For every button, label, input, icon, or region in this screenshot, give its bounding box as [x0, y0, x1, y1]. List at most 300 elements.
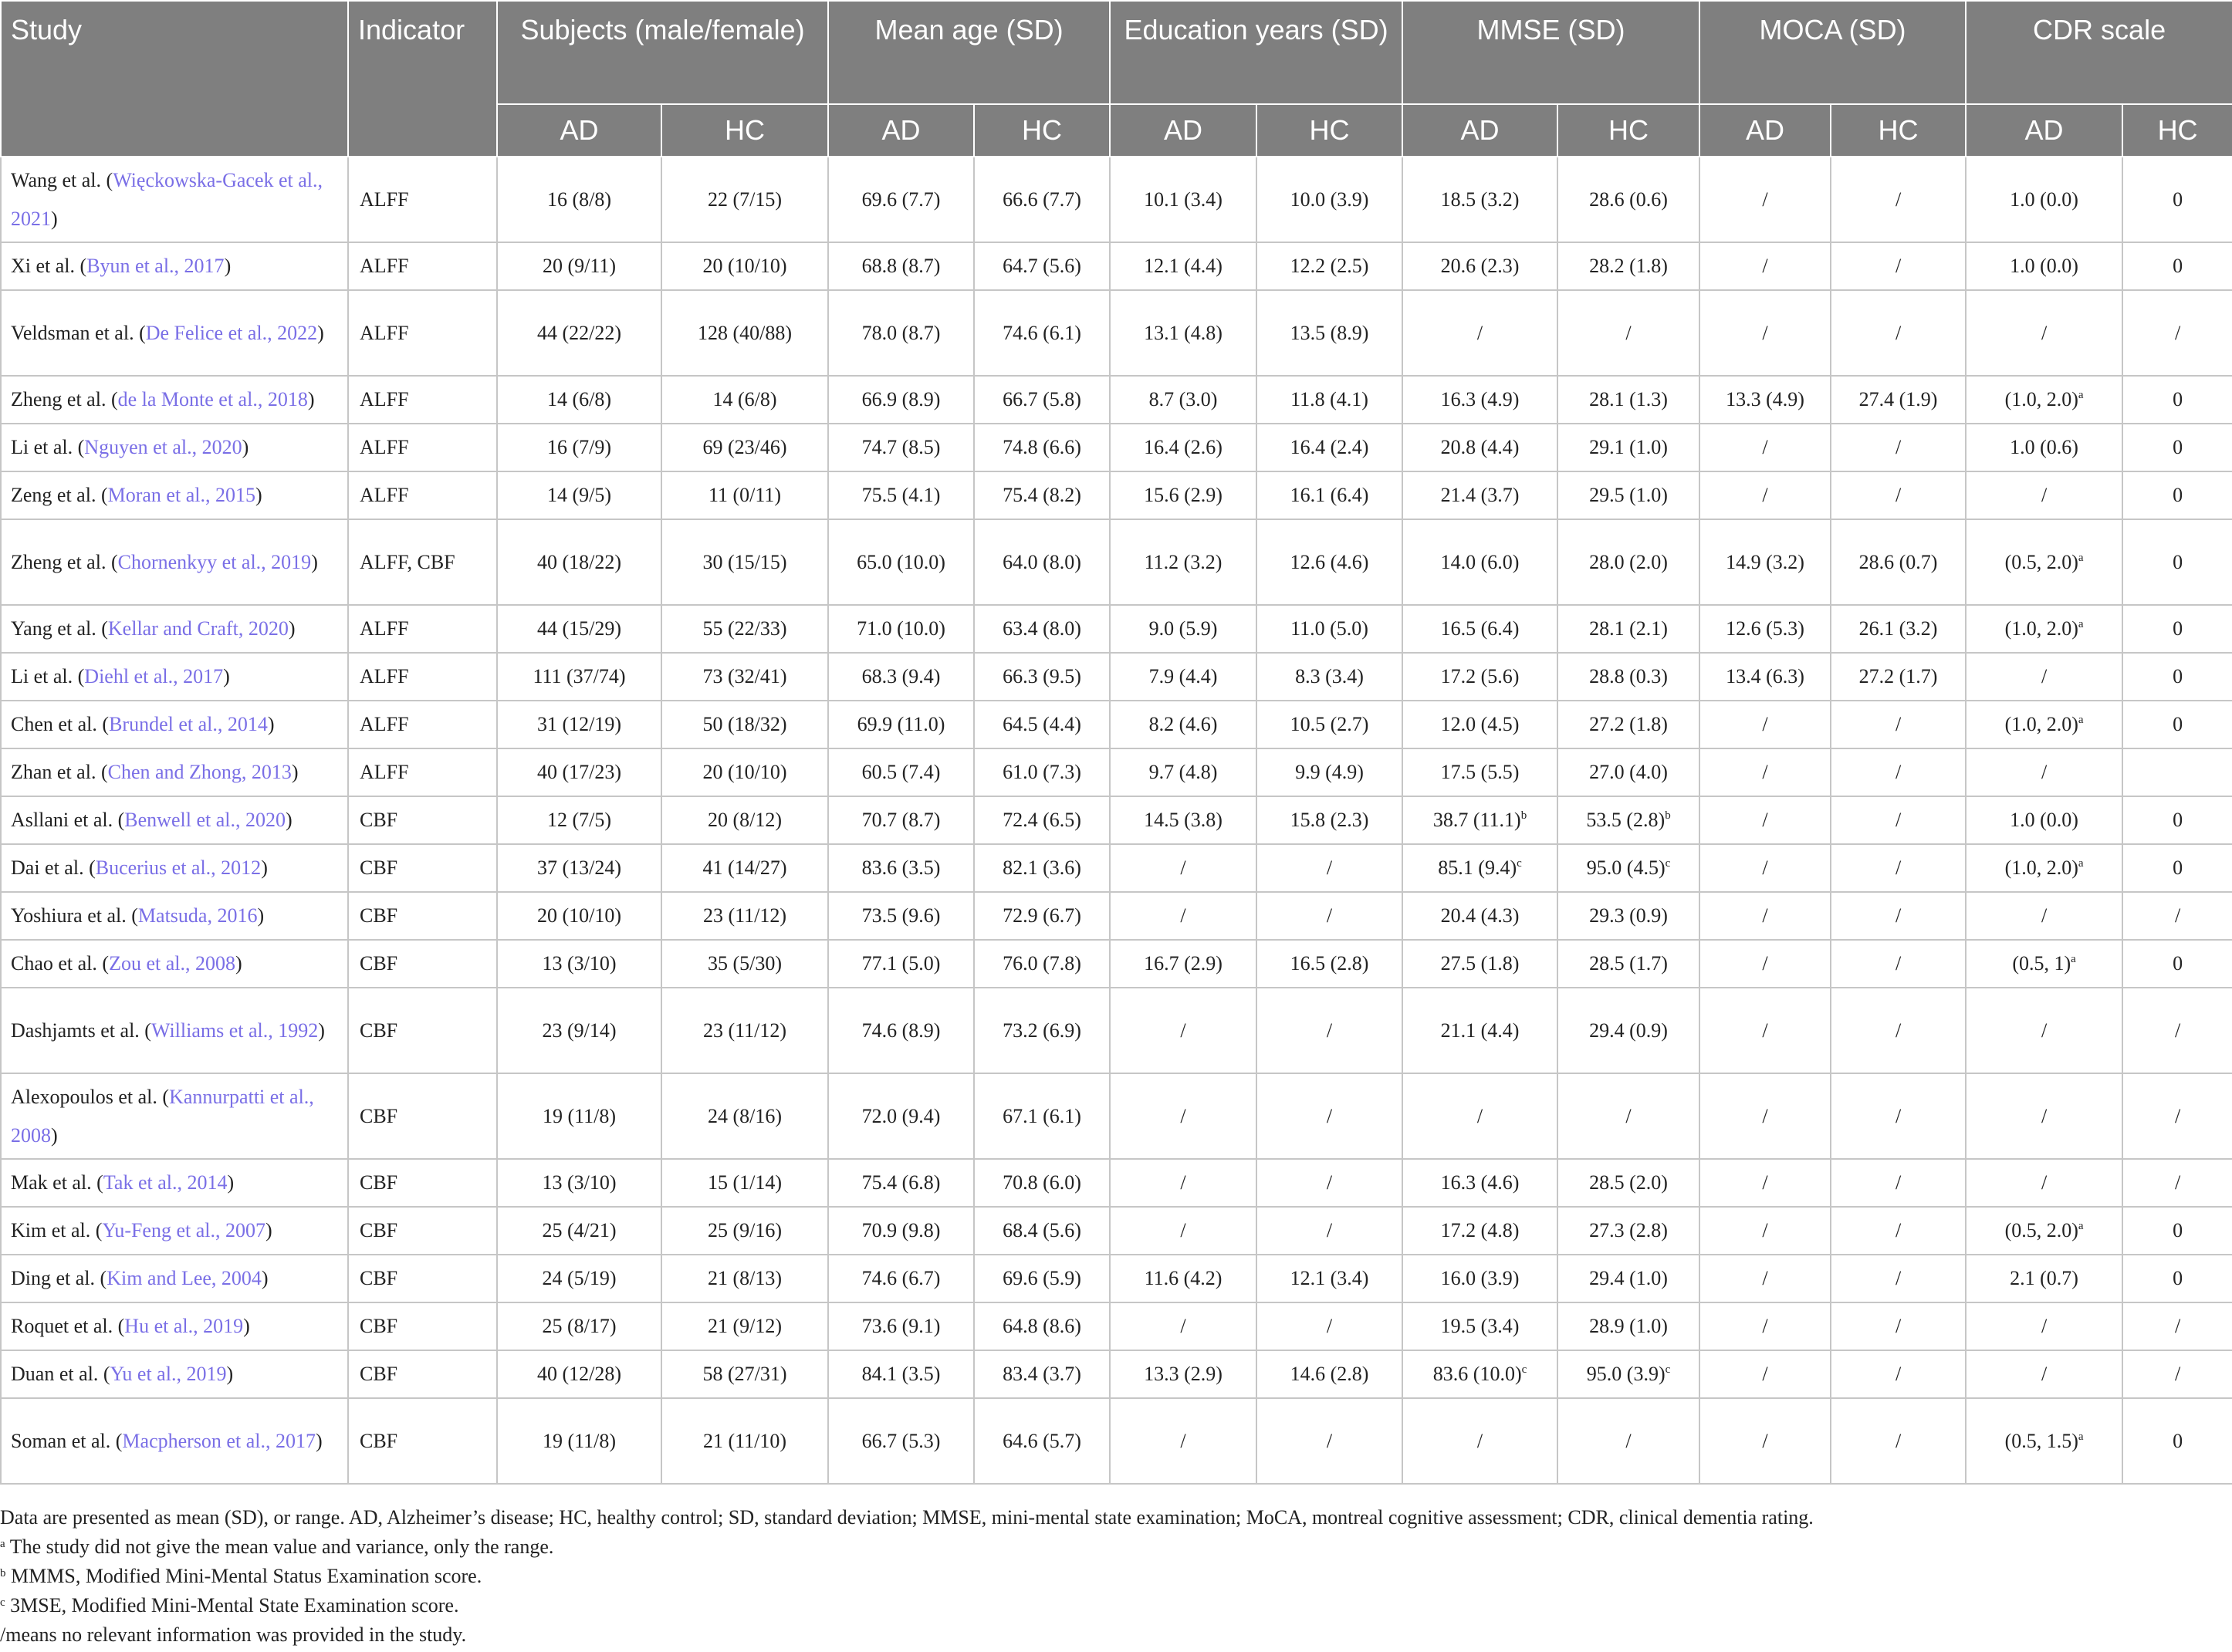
footnote-b-text: MMMS, Modified Mini-Mental Status Examination score.: [5, 1565, 482, 1587]
footnote-b: [0, 1562, 2232, 1591]
footnote-marker: c: [1665, 857, 1671, 870]
cell-indicator: CBF: [348, 1350, 497, 1398]
subheader-hc: HC: [1557, 104, 1699, 157]
cell-indicator: ALFF: [348, 242, 497, 290]
cell-subjects-hc: [661, 1350, 828, 1398]
footnote-marker: c: [1521, 1363, 1527, 1376]
cell-cdr-hc: [2122, 290, 2232, 376]
citation-link[interactable]: Zou et al., 2008: [109, 952, 235, 975]
cell-mmse-ad: [1402, 796, 1557, 844]
cell-moca-ad: [1699, 376, 1831, 424]
cell-value: 28.9 (1.0): [1589, 1315, 1668, 1337]
cell-value: /: [1180, 856, 1186, 879]
cell-age-hc: [974, 1398, 1110, 1484]
cell-study: [1, 376, 348, 424]
cell-value: 16 (7/9): [546, 436, 612, 458]
cell-value: 20.8 (4.4): [1440, 436, 1520, 458]
cell-subjects-ad: [497, 988, 661, 1073]
cell-age-hc: [974, 796, 1110, 844]
cell-value: 27.3 (2.8): [1589, 1219, 1668, 1242]
cell-value: 17.2 (4.8): [1440, 1219, 1520, 1242]
cell-value: 84.1 (3.5): [861, 1363, 941, 1385]
cell-indicator: ALFF: [348, 701, 497, 748]
cell-value: 0: [2173, 952, 2183, 975]
cell-cdr-ad: [1966, 653, 2122, 701]
cell-value: 11.2 (3.2): [1144, 550, 1223, 573]
cell-subjects-ad: [497, 605, 661, 653]
cell-cdr-ad: [1966, 1302, 2122, 1350]
cell-mmse-ad: [1402, 376, 1557, 424]
cell-value: 0: [2173, 713, 2183, 735]
citation-link[interactable]: Williams et al., 1992: [150, 1019, 319, 1042]
cell-mmse-hc: [1557, 157, 1699, 242]
cell-subjects-ad: [497, 242, 661, 290]
cell-cdr-hc: [2122, 605, 2232, 653]
cell-value: 70.8 (6.0): [1003, 1171, 1081, 1194]
cell-value: 25 (9/16): [707, 1219, 783, 1242]
cell-age-hc: [974, 844, 1110, 892]
cell-value: 27.2 (1.7): [1858, 665, 1938, 687]
cell-value: 69 (23/46): [702, 436, 787, 458]
cell-value: 7.9 (4.4): [1148, 665, 1218, 687]
cell-value: /: [1895, 436, 1902, 458]
cell-value: 21 (8/13): [707, 1267, 783, 1289]
cell-indicator: CBF: [348, 1255, 497, 1302]
cell-value: /: [1762, 187, 1768, 211]
cell-value: 16 (8/8): [546, 187, 612, 211]
cell-mmse-hc: [1557, 1350, 1699, 1398]
cell-mmse-ad: [1402, 1255, 1557, 1302]
cell-value: 40 (12/28): [536, 1363, 622, 1385]
cell-value: /: [2041, 484, 2048, 506]
cell-value: /: [1762, 321, 1768, 344]
cell-value: /: [1762, 856, 1768, 879]
cell-cdr-hc: [2122, 242, 2232, 290]
cell-value: 30 (15/15): [702, 550, 787, 573]
cell-mmse-ad: [1402, 471, 1557, 519]
cell-cdr-hc: [2122, 1207, 2232, 1255]
cell-age-ad: [828, 519, 974, 605]
cell-mmse-ad: [1402, 653, 1557, 701]
cell-education-ad: [1110, 376, 1256, 424]
cell-cdr-ad: [1966, 844, 2122, 892]
cell-value: 50 (18/32): [702, 713, 787, 735]
cell-value: /: [1895, 713, 1902, 735]
cell-education-ad: [1110, 1073, 1256, 1159]
citation-link[interactable]: de la Monte et al., 2018: [117, 388, 308, 410]
cell-subjects-hc: [661, 844, 828, 892]
cell-value: /: [1625, 1429, 1632, 1452]
cell-value: /: [1895, 1429, 1902, 1452]
footnote-marker: a: [2078, 1220, 2084, 1232]
cell-age-hc: [974, 157, 1110, 242]
cell-education-hc: [1256, 844, 1402, 892]
study-author-close: ): [288, 617, 296, 640]
cell-value: 10.5 (2.7): [1290, 713, 1369, 735]
citation-link[interactable]: Brundel et al., 2014: [109, 713, 268, 735]
cell-subjects-ad: [497, 1207, 661, 1255]
cell-education-ad: [1110, 844, 1256, 892]
cell-moca-ad: [1699, 242, 1831, 290]
cell-value: 63.4 (8.0): [1003, 617, 1081, 640]
footnote-marker: a: [2078, 857, 2084, 870]
cell-indicator: ALFF, CBF: [348, 519, 497, 605]
study-author-close: ): [255, 484, 262, 506]
cell-moca-hc: [1831, 290, 1966, 376]
cell-age-hc: [974, 892, 1110, 940]
cell-education-ad: [1110, 290, 1256, 376]
citation-link[interactable]: Chornenkyy et al., 2019: [117, 550, 312, 573]
cell-age-hc: [974, 940, 1110, 988]
cell-age-hc: [974, 242, 1110, 290]
cell-cdr-hc: [2122, 157, 2232, 242]
cell-moca-ad: [1699, 605, 1831, 653]
cell-value: 28.5 (2.0): [1589, 1171, 1668, 1194]
study-author: Dai et al. (: [11, 856, 96, 879]
cell-education-ad: [1110, 1398, 1256, 1484]
cell-study: [1, 1302, 348, 1350]
cell-study: [1, 988, 348, 1073]
cell-subjects-ad: [497, 424, 661, 471]
cell-subjects-ad: [497, 892, 661, 940]
cell-value: 83.6 (10.0): [1432, 1363, 1522, 1385]
cell-value: 37 (13/24): [536, 856, 622, 879]
cell-education-ad: [1110, 157, 1256, 242]
cell-cdr-hc: [2122, 519, 2232, 605]
cell-value: 11.6 (4.2): [1144, 1267, 1223, 1289]
cell-value: /: [1895, 1019, 1902, 1042]
cell-value: 16.5 (2.8): [1290, 952, 1369, 975]
cell-value: 69.6 (5.9): [1003, 1267, 1081, 1289]
cell-mmse-hc: [1557, 748, 1699, 796]
cell-value: 66.9 (8.9): [861, 388, 941, 410]
cell-age-hc: [974, 1350, 1110, 1398]
cell-age-ad: [828, 1350, 974, 1398]
cell-age-ad: [828, 1073, 974, 1159]
cell-moca-hc: [1831, 376, 1966, 424]
cell-value: 29.4 (0.9): [1589, 1019, 1668, 1042]
cell-education-ad: [1110, 892, 1256, 940]
cell-value: 21.4 (3.7): [1440, 484, 1520, 506]
cell-education-hc: [1256, 424, 1402, 471]
citation-link[interactable]: Macpherson et al., 2017: [122, 1429, 316, 1452]
cell-value: /: [1326, 1429, 1333, 1452]
cell-mmse-ad: [1402, 1350, 1557, 1398]
cell-value: 2.1 (0.7): [2010, 1267, 2078, 1289]
footnote-marker: a: [2078, 389, 2084, 401]
cell-value: 29.1 (1.0): [1589, 436, 1668, 458]
cell-value: 20 (10/10): [536, 904, 622, 927]
cell-value: 66.7 (5.3): [861, 1429, 941, 1452]
cell-value: 27.2 (1.8): [1589, 713, 1668, 735]
cell-subjects-hc: [661, 290, 828, 376]
cell-moca-hc: [1831, 940, 1966, 988]
cell-value: 66.6 (7.7): [1003, 187, 1081, 211]
study-author: Asllani et al. (: [11, 809, 125, 831]
cell-value: 16.5 (6.4): [1440, 617, 1520, 640]
cell-mmse-ad: [1402, 1398, 1557, 1484]
cell-education-ad: [1110, 1302, 1256, 1350]
cell-value: 1.0 (0.0): [2010, 255, 2078, 277]
citation-link[interactable]: Hu et al., 2019: [124, 1315, 244, 1337]
cell-value: /: [1762, 1363, 1768, 1385]
cell-value: /: [1180, 1219, 1186, 1242]
cell-value: 69.6 (7.7): [861, 187, 941, 211]
footnote-marker: a: [2078, 1430, 2084, 1443]
cell-moca-ad: [1699, 1350, 1831, 1398]
cell-subjects-ad: [497, 701, 661, 748]
cell-value: 67.1 (6.1): [1003, 1104, 1081, 1127]
table-row: [1, 1159, 2232, 1207]
cell-value: 20 (10/10): [702, 761, 787, 783]
cell-value: 16.4 (2.4): [1290, 436, 1369, 458]
cell-value: /: [1476, 321, 1483, 344]
cell-indicator: ALFF: [348, 290, 497, 376]
cell-age-hc: [974, 424, 1110, 471]
cell-cdr-ad: [1966, 290, 2122, 376]
cell-education-ad: [1110, 988, 1256, 1073]
cell-value: /: [2041, 1019, 2048, 1042]
cell-education-hc: [1256, 1073, 1402, 1159]
cell-moca-ad: [1699, 844, 1831, 892]
cell-value: 41 (14/27): [702, 856, 787, 879]
cell-moca-ad: [1699, 796, 1831, 844]
citation-link[interactable]: Chen and Zhong, 2013: [107, 761, 292, 783]
cell-cdr-ad: [1966, 242, 2122, 290]
cell-mmse-hc: [1557, 519, 1699, 605]
study-author-close: ): [317, 321, 324, 344]
cell-value: 40 (17/23): [536, 761, 622, 783]
cell-mmse-ad: [1402, 701, 1557, 748]
citation-link[interactable]: Więckowska-Gacek et al., 2021: [11, 168, 323, 230]
cell-mmse-hc: [1557, 701, 1699, 748]
cell-indicator: ALFF: [348, 376, 497, 424]
citation-link[interactable]: Kannurpatti et al., 2008: [11, 1085, 314, 1147]
citation-link[interactable]: Benwell et al., 2020: [124, 809, 286, 831]
study-author-close: ): [243, 1315, 250, 1337]
cell-subjects-hc: [661, 157, 828, 242]
cell-education-ad: [1110, 653, 1256, 701]
cell-education-hc: [1256, 1302, 1402, 1350]
study-author-close: ): [223, 665, 230, 687]
cell-age-ad: [828, 424, 974, 471]
cell-subjects-ad: [497, 1398, 661, 1484]
cell-value: 76.0 (7.8): [1003, 952, 1081, 975]
subheader-ad: AD: [1402, 104, 1557, 157]
header-mmse: MMSE (SD): [1402, 1, 1699, 104]
cell-moca-hc: [1831, 1159, 1966, 1207]
cell-education-ad: [1110, 1255, 1256, 1302]
cell-value: 15.6 (2.9): [1144, 484, 1223, 506]
cell-value: 28.2 (1.8): [1589, 255, 1668, 277]
cell-mmse-ad: [1402, 519, 1557, 605]
cell-study: [1, 1159, 348, 1207]
cell-value: 95.0 (3.9): [1586, 1363, 1666, 1385]
cell-value: 29.5 (1.0): [1589, 484, 1668, 506]
cell-value: 28.6 (0.6): [1589, 187, 1668, 211]
cell-value: 27.5 (1.8): [1440, 952, 1520, 975]
cell-value: /: [1180, 904, 1186, 927]
cell-cdr-ad: [1966, 605, 2122, 653]
cell-indicator: CBF: [348, 1159, 497, 1207]
cell-age-ad: [828, 290, 974, 376]
study-author: Li et al. (: [11, 665, 85, 687]
header-mean-age: Mean age (SD): [828, 1, 1110, 104]
cell-study: [1, 519, 348, 605]
citation-link[interactable]: Nguyen et al., 2020: [84, 436, 242, 458]
subheader-hc: HC: [1831, 104, 1966, 157]
study-author: Alexopoulos et al. (: [11, 1085, 170, 1108]
cell-age-ad: [828, 796, 974, 844]
cell-subjects-ad: [497, 1350, 661, 1398]
cell-indicator: CBF: [348, 892, 497, 940]
study-author-close: ): [51, 207, 58, 230]
cell-value: /: [1180, 1171, 1186, 1194]
cell-moca-ad: [1699, 892, 1831, 940]
cell-moca-ad: [1699, 1159, 1831, 1207]
cell-value: 13.3 (4.9): [1726, 388, 1804, 410]
cell-cdr-ad: [1966, 748, 2122, 796]
cell-subjects-hc: [661, 1207, 828, 1255]
cell-age-hc: [974, 1302, 1110, 1350]
citation-link[interactable]: Bucerius et al., 2012: [95, 856, 262, 879]
cell-value: (0.5, 1.5): [2004, 1429, 2078, 1452]
study-author-close: ): [226, 1363, 234, 1385]
cell-education-hc: [1256, 519, 1402, 605]
cell-cdr-ad: [1966, 1255, 2122, 1302]
cell-age-hc: [974, 376, 1110, 424]
cell-subjects-hc: [661, 1073, 828, 1159]
cell-subjects-hc: [661, 424, 828, 471]
cell-value: /: [1762, 1171, 1768, 1194]
cell-mmse-hc: [1557, 424, 1699, 471]
cell-value: 0: [2173, 484, 2183, 506]
citation-link[interactable]: Yu-Feng et al., 2007: [102, 1219, 266, 1242]
cell-value: /: [1326, 856, 1333, 879]
cell-value: /: [1895, 952, 1902, 975]
citation-link[interactable]: Diehl et al., 2017: [84, 665, 224, 687]
cell-value: /: [1326, 1104, 1333, 1127]
cell-age-ad: [828, 1159, 974, 1207]
cell-value: 14 (9/5): [546, 484, 612, 506]
citation-link[interactable]: Yu et al., 2019: [110, 1363, 227, 1385]
citation-link[interactable]: Moran et al., 2015: [107, 484, 255, 506]
study-author: Chao et al. (: [11, 952, 110, 975]
cell-value: 60.5 (7.4): [861, 761, 941, 783]
cell-value: 74.6 (8.9): [861, 1019, 941, 1042]
cell-cdr-ad: [1966, 519, 2122, 605]
cell-mmse-hc: [1557, 471, 1699, 519]
cell-value: 64.0 (8.0): [1003, 550, 1081, 573]
header-education: Education years (SD): [1110, 1, 1402, 104]
header-moca: MOCA (SD): [1699, 1, 1966, 104]
cell-age-hc: [974, 1159, 1110, 1207]
cell-subjects-ad: [497, 519, 661, 605]
cell-age-hc: [974, 653, 1110, 701]
cell-education-ad: [1110, 471, 1256, 519]
cell-value: 71.0 (10.0): [857, 617, 945, 640]
cell-value: /: [1895, 809, 1902, 831]
cell-cdr-hc: [2122, 1350, 2232, 1398]
subheader-hc: HC: [2122, 104, 2232, 157]
cell-cdr-hc: [2122, 376, 2232, 424]
cell-value: /: [2174, 1171, 2181, 1194]
cell-study: [1, 1073, 348, 1159]
cell-value: 0: [2173, 809, 2183, 831]
cell-subjects-hc: [661, 471, 828, 519]
cell-moca-hc: [1831, 1398, 1966, 1484]
cell-subjects-hc: [661, 605, 828, 653]
cell-mmse-hc: [1557, 844, 1699, 892]
cell-value: 12 (7/5): [546, 809, 612, 831]
citation-link[interactable]: Kellar and Craft, 2020: [107, 617, 289, 640]
cell-value: 0: [2173, 617, 2183, 640]
cell-study: [1, 796, 348, 844]
cell-value: 83.4 (3.7): [1003, 1363, 1081, 1385]
cell-value: /: [1895, 187, 1902, 211]
cell-value: 11 (0/11): [708, 484, 782, 506]
cell-value: 23 (9/14): [542, 1019, 617, 1042]
cell-study: [1, 471, 348, 519]
cell-value: /: [1895, 856, 1902, 879]
citation-link[interactable]: Tak et al., 2014: [103, 1171, 228, 1194]
cell-moca-ad: [1699, 1302, 1831, 1350]
cell-cdr-ad: [1966, 376, 2122, 424]
cell-education-hc: [1256, 157, 1402, 242]
cell-subjects-ad: [497, 290, 661, 376]
cell-education-hc: [1256, 1159, 1402, 1207]
citation-link[interactable]: Kim and Lee, 2004: [107, 1267, 262, 1289]
cell-indicator: ALFF: [348, 748, 497, 796]
table-body: [1, 157, 2232, 1484]
cell-value: /: [1762, 484, 1768, 506]
cell-value: 28.1 (1.3): [1589, 388, 1668, 410]
citation-link[interactable]: Byun et al., 2017: [86, 255, 225, 277]
cell-moca-hc: [1831, 748, 1966, 796]
cell-education-ad: [1110, 796, 1256, 844]
footnote-c: [0, 1591, 2232, 1620]
cell-value: 21 (11/10): [702, 1429, 787, 1452]
study-author: Zheng et al. (: [11, 550, 118, 573]
cell-value: 74.6 (6.1): [1003, 321, 1081, 344]
cell-value: /: [1326, 904, 1333, 927]
cell-cdr-ad: [1966, 471, 2122, 519]
cell-value: /: [1762, 1429, 1768, 1452]
cell-subjects-ad: [497, 796, 661, 844]
footnote-marker: a: [2078, 551, 2084, 564]
cell-mmse-hc: [1557, 242, 1699, 290]
cell-education-hc: [1256, 701, 1402, 748]
cell-value: 13.3 (2.9): [1144, 1363, 1223, 1385]
cell-subjects-ad: [497, 1159, 661, 1207]
cell-cdr-hc: [2122, 1159, 2232, 1207]
cell-moca-ad: [1699, 1255, 1831, 1302]
footnote-marker: a: [2078, 714, 2084, 726]
cell-subjects-hc: [661, 748, 828, 796]
cell-value: 44 (22/22): [536, 321, 622, 344]
cell-value: 13 (3/10): [542, 952, 617, 975]
cell-value: 24 (5/19): [542, 1267, 617, 1289]
citation-link[interactable]: De Felice et al., 2022: [145, 321, 318, 344]
cell-value: 16.7 (2.9): [1144, 952, 1223, 975]
citation-link[interactable]: Matsuda, 2016: [137, 904, 258, 927]
cell-value: 25 (8/17): [542, 1315, 617, 1337]
cell-mmse-hc: [1557, 1302, 1699, 1350]
cell-age-hc: [974, 290, 1110, 376]
cell-value: 13.4 (6.3): [1726, 665, 1804, 687]
cell-subjects-ad: [497, 1073, 661, 1159]
cell-value: 20 (9/11): [542, 255, 617, 277]
